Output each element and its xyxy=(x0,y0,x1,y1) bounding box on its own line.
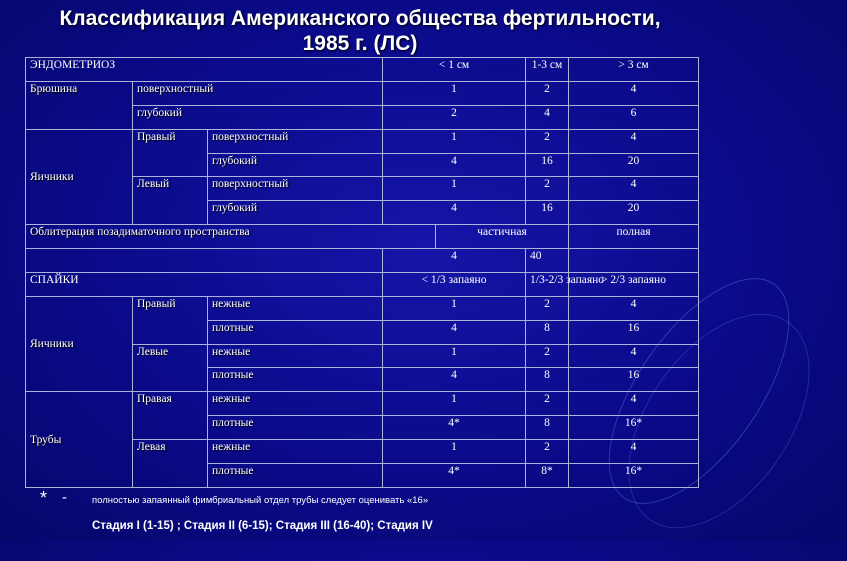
obliteration-partial-value: 4 xyxy=(383,249,526,273)
cell-value: 2 xyxy=(383,105,526,129)
row-label: глубокий xyxy=(208,201,383,225)
cell-value: 4* xyxy=(383,463,526,487)
cell-value: 4 xyxy=(569,296,699,320)
cell-value: 8 xyxy=(526,368,569,392)
obliteration-values-row xyxy=(26,249,699,273)
side-label: Правый xyxy=(133,129,208,177)
cell-value: 16 xyxy=(526,153,569,177)
adhesions-header: СПАЙКИ xyxy=(26,272,383,296)
cell-value: 4 xyxy=(569,440,699,464)
row-label: поверхностный xyxy=(208,129,383,153)
cell-value: 6 xyxy=(569,105,699,129)
cell-value: 4 xyxy=(383,320,526,344)
row-label: нежные xyxy=(208,440,383,464)
ovaries-label: Яичники xyxy=(26,129,133,225)
obliteration-partial: частичная xyxy=(436,225,569,249)
cell-value: 16 xyxy=(569,368,699,392)
cell-value: 16 xyxy=(526,201,569,225)
side-label: Правый xyxy=(133,296,208,344)
cell-value: 4 xyxy=(569,344,699,368)
table-row xyxy=(26,129,699,153)
side-label: Левые xyxy=(133,344,208,392)
cell-value: 4 xyxy=(569,129,699,153)
empty-cell xyxy=(26,249,383,273)
cell-value: 4 xyxy=(383,368,526,392)
cell-value: 2 xyxy=(526,440,569,464)
footnote-dash: - xyxy=(62,489,67,506)
cell-value: 20 xyxy=(569,153,699,177)
row-label: нежные xyxy=(208,344,383,368)
cell-value: 8 xyxy=(526,416,569,440)
peritoneum-label: Брюшина xyxy=(26,81,133,129)
row-label: поверхностный xyxy=(208,177,383,201)
side-label: Левый xyxy=(133,177,208,225)
empty-cell xyxy=(569,249,699,273)
table-row xyxy=(26,392,699,416)
side-label: Левая xyxy=(133,440,208,488)
table-row xyxy=(26,296,699,320)
cell-value: 2 xyxy=(526,296,569,320)
cell-value: 1 xyxy=(383,177,526,201)
row-label: плотные xyxy=(208,368,383,392)
classification-table xyxy=(25,57,699,488)
cell-value: 1 xyxy=(383,344,526,368)
col-header-1-3: 1-3 см xyxy=(526,58,569,82)
cell-value: 16 xyxy=(569,320,699,344)
row-label: глубокий xyxy=(133,105,383,129)
cell-value: 8 xyxy=(526,320,569,344)
stages-line: Стадия I (1-15) ; Стадия II (6-15); Стадия III (16-40); Стадия IV xyxy=(92,520,433,532)
cell-value: 1 xyxy=(383,81,526,105)
obliteration-complete-value: 40 xyxy=(526,249,569,273)
row-label: глубокий xyxy=(208,153,383,177)
col-header-gt3: > 3 см xyxy=(569,58,699,82)
footnote-star: * xyxy=(40,488,48,508)
cell-value: 4 xyxy=(569,177,699,201)
obliteration-row xyxy=(26,225,699,249)
table-row xyxy=(26,81,699,105)
obliteration-complete: полная xyxy=(569,225,699,249)
endometriosis-header-row xyxy=(26,58,699,82)
cell-value: 2 xyxy=(526,392,569,416)
col-header-lt1: < 1 см xyxy=(383,58,526,82)
row-label: нежные xyxy=(208,296,383,320)
adhesions-ovaries-label: Яичники xyxy=(26,296,133,392)
cell-value: 4 xyxy=(383,201,526,225)
footnote-text: полностью запаянный фимбриальный отдел трубы следует оценивать «16» xyxy=(92,495,429,506)
cell-value: 2 xyxy=(526,129,569,153)
cell-value: 2 xyxy=(526,81,569,105)
row-label: плотные xyxy=(208,416,383,440)
row-label: нежные xyxy=(208,392,383,416)
side-label: Правая xyxy=(133,392,208,440)
row-label: плотные xyxy=(208,320,383,344)
cell-value: 4 xyxy=(569,81,699,105)
cell-value: 4 xyxy=(569,392,699,416)
cell-value: 16* xyxy=(569,416,699,440)
slide-title xyxy=(0,6,720,56)
cell-value: 1 xyxy=(383,296,526,320)
cell-value: 4 xyxy=(526,105,569,129)
cell-value: 16* xyxy=(569,463,699,487)
tubes-label: Трубы xyxy=(26,392,133,488)
cell-value: 1 xyxy=(383,440,526,464)
col-header-1-3-2-3: 1/3-2/3 запаяно xyxy=(526,272,569,296)
title-line-1: Классификация Американского общества фертильности, xyxy=(59,7,661,30)
cell-value: 1 xyxy=(383,392,526,416)
endometriosis-header: ЭНДОМЕТРИОЗ xyxy=(26,58,383,82)
adhesions-header-row xyxy=(26,272,699,296)
cell-value: 20 xyxy=(569,201,699,225)
col-header-gt2-3: > 2/3 запаяно xyxy=(569,272,699,296)
row-label: плотные xyxy=(208,463,383,487)
row-label: поверхностный xyxy=(133,81,383,105)
cell-value: 2 xyxy=(526,344,569,368)
col-header-lt1-3: < 1/3 запаяно xyxy=(383,272,526,296)
cell-value: 4* xyxy=(383,416,526,440)
cell-value: 8* xyxy=(526,463,569,487)
footnote xyxy=(40,488,720,511)
title-line-2: 1985 г. (ЛС) xyxy=(302,32,418,55)
cell-value: 4 xyxy=(383,153,526,177)
cell-value: 1 xyxy=(383,129,526,153)
obliteration-label: Облитерация позадиматочного пространства xyxy=(26,225,436,249)
cell-value: 2 xyxy=(526,177,569,201)
